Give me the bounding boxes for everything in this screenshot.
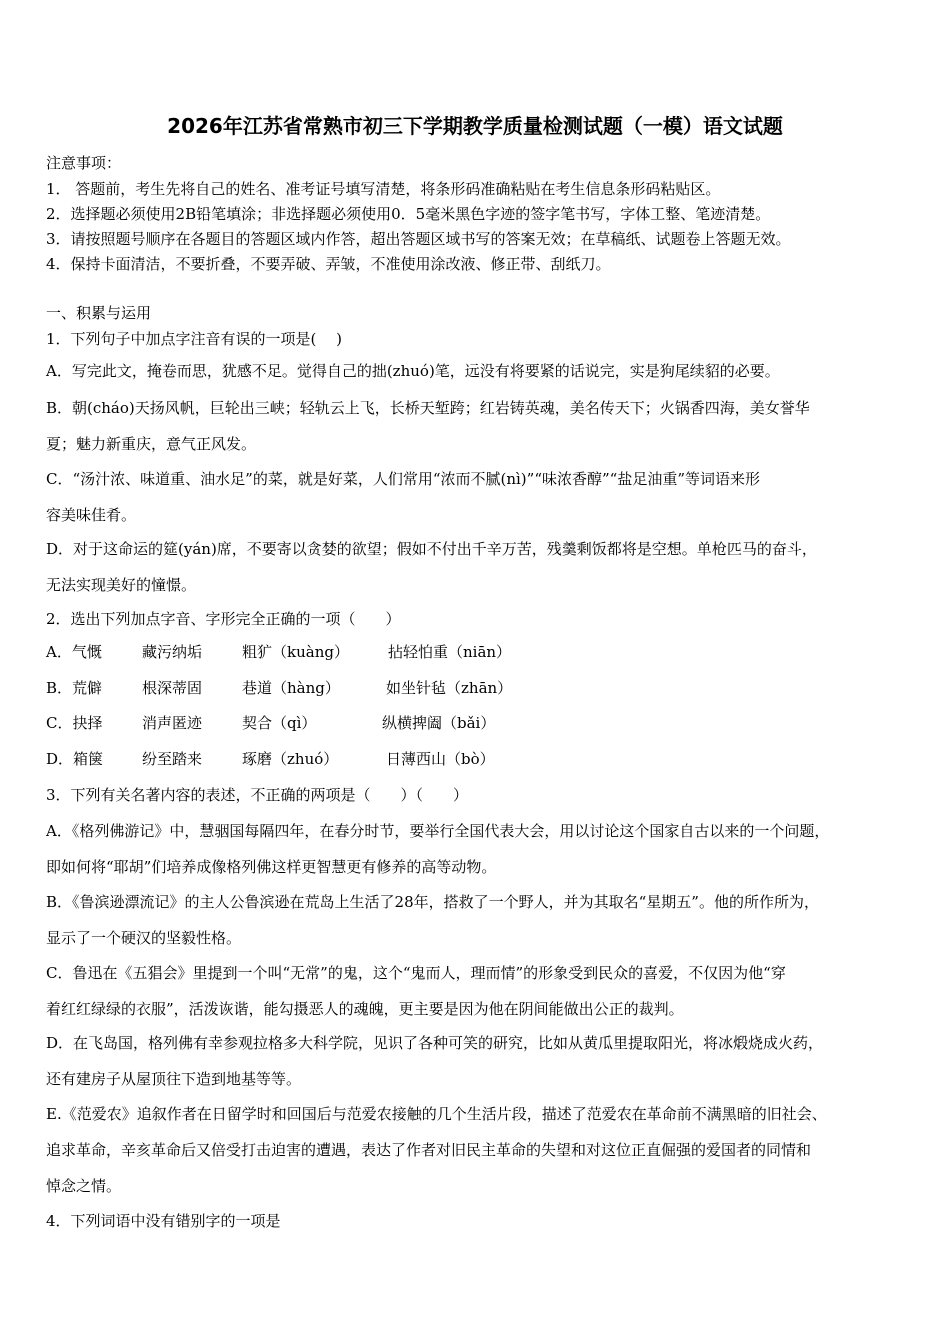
question-3-option-e: E.《范爱农》追叙作者在日留学时和回国后与范爱农接触的几个生活片段，描述了范爱农在革命前不满黑暗的旧社会、 xyxy=(46,1105,827,1123)
option-cell: 粗犷（kuàng） xyxy=(242,643,349,661)
option-cell: 纵横捭阖（bǎi） xyxy=(382,714,496,732)
question-3-option-e-cont: 追求革命，辛亥革命后又倍受打击迫害的遭遇，表达了作者对旧民主革命的失望和对这位正直倔强的爱国者的同情和 xyxy=(46,1141,812,1159)
option-cell: 消声匿迹 xyxy=(142,714,203,732)
question-3-option-e-cont: 悼念之情。 xyxy=(46,1177,122,1195)
question-1-stem: 1．下列句子中加点字注音有误的一项是( ) xyxy=(46,330,343,348)
question-3-stem: 3．下列有关名著内容的表述，不正确的两项是（ ）（ ） xyxy=(46,786,469,804)
notice-item: 3．请按照题号顺序在各题目的答题区域内作答，超出答题区域书写的答案无效；在草稿纸、试题卷上答题无效。 xyxy=(46,230,791,248)
option-cell: 纷至踏来 xyxy=(142,750,203,768)
option-cell: A．气慨 xyxy=(46,643,102,661)
notice-heading: 注意事项： xyxy=(46,154,122,172)
question-4-stem: 4．下列词语中没有错别字的一项是 xyxy=(46,1212,281,1230)
option-cell: 巷道（hàng） xyxy=(242,679,340,697)
option-cell: C．抉择 xyxy=(46,714,103,732)
option-cell: 琢磨（zhuó） xyxy=(242,750,339,768)
question-1-option-c-cont: 容美味佳肴。 xyxy=(46,506,137,524)
option-cell: 根深蒂固 xyxy=(142,679,203,697)
option-cell: 拈轻怕重（niān） xyxy=(388,643,512,661)
question-1-option-d-cont: 无法实现美好的憧憬。 xyxy=(46,576,197,594)
question-1-option-c: C．“汤汁浓、味道重、油水足”的菜，就是好菜，人们常用“浓而不腻(nì)”“味浓香醇”“盐足油重”等词语来形 xyxy=(46,470,760,488)
option-cell: 如坐针毡（zhān） xyxy=(386,679,513,697)
option-cell: 日薄西山（bò） xyxy=(386,750,495,768)
question-3-option-c: C．鲁迅在《五猖会》里提到一个叫“无常”的鬼，这个“鬼而人，理而情”的形象受到民众的喜爱，不仅因为他“穿 xyxy=(46,964,786,982)
question-1-option-b: B．朝(cháo)天扬风帆，巨轮出三峡；轻轨云上飞，长桥天堑跨；红岩铸英魂，美名传天下；火锅香四海，美女誉华 xyxy=(46,399,810,417)
question-3-option-b: B．《鲁滨逊漂流记》的主人公鲁滨逊在荒岛上生活了28年，搭救了一个野人，并为其取名“星期五”。他的所作所为， xyxy=(46,893,819,911)
option-cell: B．荒僻 xyxy=(46,679,103,697)
question-1-option-b-cont: 夏；魅力新重庆，意气正风发。 xyxy=(46,435,257,453)
question-3-option-d: D．在飞岛国，格列佛有幸参观拉格多大科学院，见识了各种可笑的研究，比如从黄瓜里提取阳光，将冰煅烧成火药， xyxy=(46,1034,824,1052)
question-1-option-a: A．写完此文，掩卷而思，犹感不足。觉得自己的拙(zhuó)笔，远没有将要紧的话说完，实是狗尾续貂的必要。 xyxy=(46,362,780,380)
question-3-option-d-cont: 还有建房子从屋顶往下造到地基等等。 xyxy=(46,1070,302,1088)
option-cell: 藏污纳垢 xyxy=(142,643,203,661)
page-title: 2026年江苏省常熟市初三下学期教学质量检测试题（一模）语文试题 xyxy=(167,114,783,138)
question-3-option-b-cont: 显示了一个硬汉的坚毅性格。 xyxy=(46,929,242,947)
section-heading: 一、积累与运用 xyxy=(46,304,152,322)
option-cell: D．箱箧 xyxy=(46,750,104,768)
question-2-stem: 2．选出下列加点字音、字形完全正确的一项（ ） xyxy=(46,610,401,628)
notice-item: 1． 答题前，考生先将自己的姓名、准考证号填写清楚，将条形码准确粘贴在考生信息条形码粘贴区。 xyxy=(46,180,721,198)
question-3-option-a-cont: 即如何将“耶胡”们培养成像格列佛这样更智慧更有修养的高等动物。 xyxy=(46,858,497,876)
question-3-option-a: A．《格列佛游记》中，慧骃国每隔四年，在春分时节，要举行全国代表大会，用以讨论这个国家自古以来的一个问题， xyxy=(46,822,830,840)
question-1-option-d: D．对于这命运的筵(yán)席，不要寄以贪婪的欲望；假如不付出千辛万苦，残羹剩饭都将是空想。单枪匹马的奋斗， xyxy=(46,540,817,558)
notice-item: 4．保持卡面清洁，不要折叠，不要弄破、弄皱，不准使用涂改液、修正带、刮纸刀。 xyxy=(46,255,611,273)
option-cell: 契合（qì） xyxy=(242,714,317,732)
notice-item: 2．选择题必须使用2B铅笔填涂；非选择题必须使用0．5毫米黑色字迹的签字笔书写，字体工整、笔迹清楚。 xyxy=(46,205,771,223)
question-3-option-c-cont: 着红红绿绿的衣服”，活泼诙谐，能勾摄恶人的魂魄，更主要是因为他在阴间能做出公正的裁判。 xyxy=(46,1000,684,1018)
